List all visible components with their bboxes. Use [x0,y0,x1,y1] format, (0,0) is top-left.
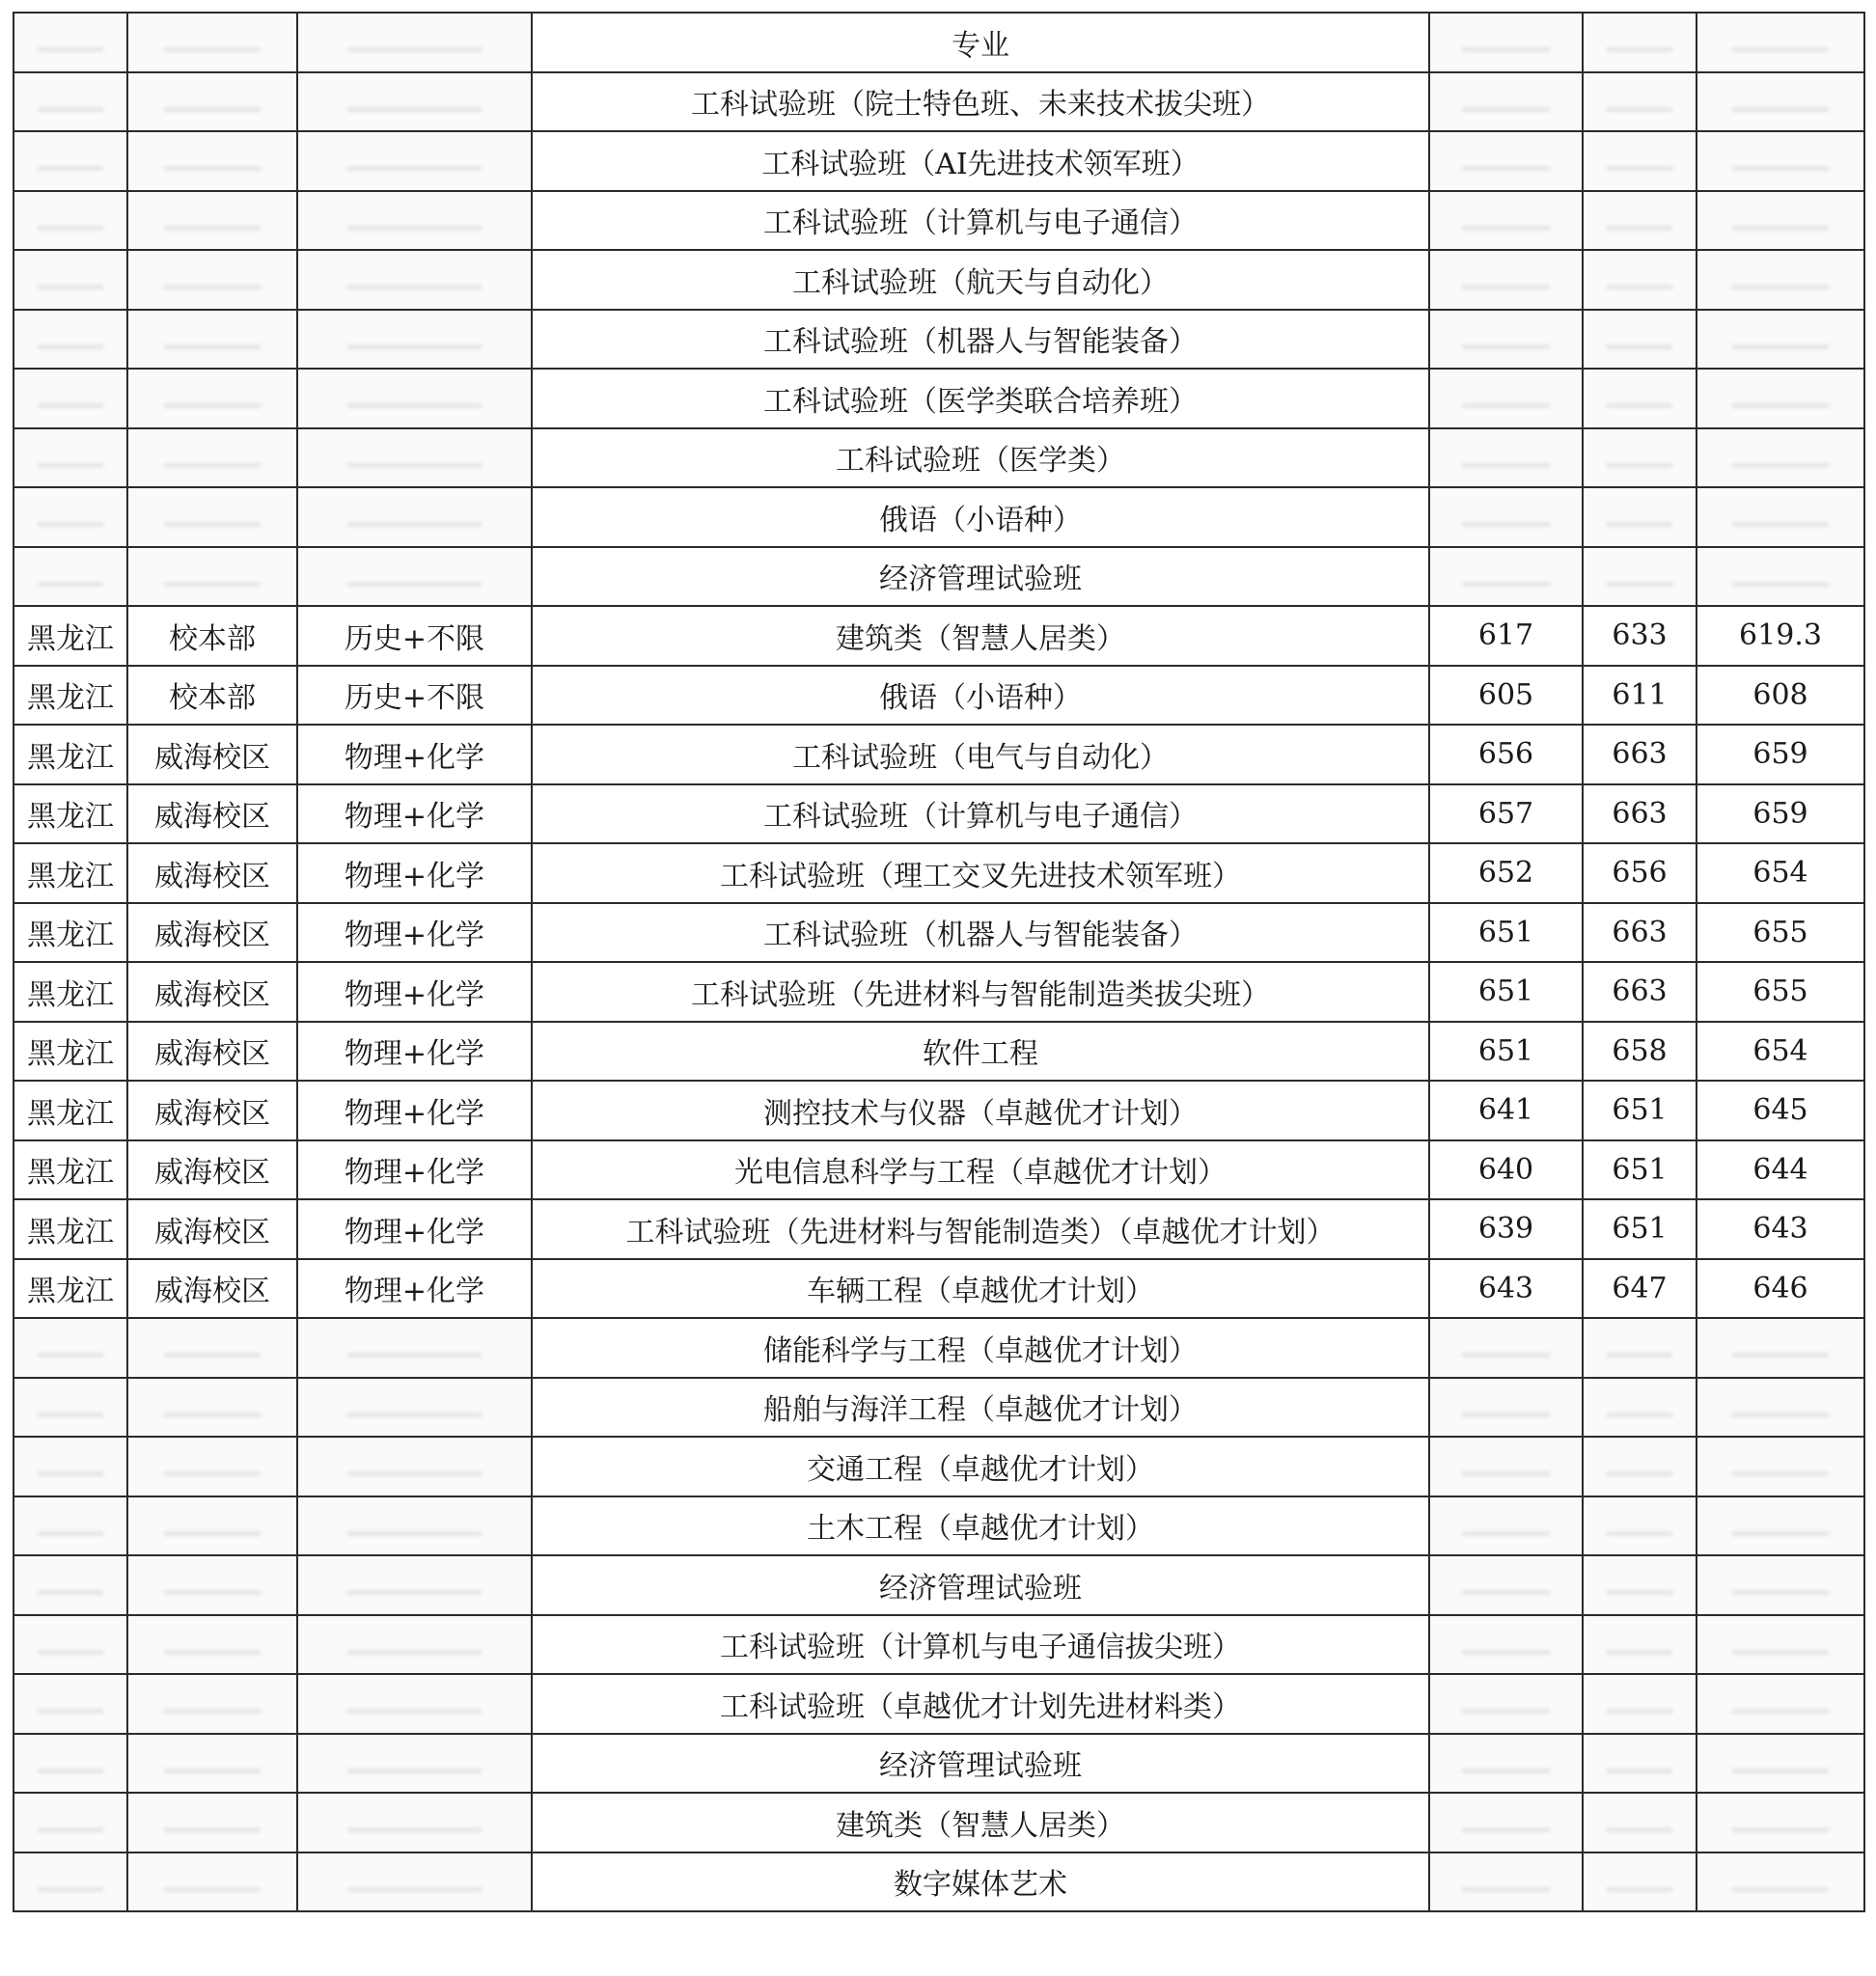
cell-campus: 校本部 [127,666,297,726]
cell-max [1583,1734,1697,1794]
table-row [14,487,1864,547]
cell-campus [127,547,297,607]
cell-major: 测控技术与仪器（卓越优才计划） [532,1081,1429,1140]
cell-min [1429,250,1583,310]
cell-max: 633 [1583,606,1697,666]
cell-subjects: 物理+化学 [297,962,532,1022]
cell-major: 工科试验班（医学类联合培养班） [532,369,1429,428]
cell-province [14,1674,127,1734]
cell-subjects: 物理+化学 [297,784,532,844]
cell-max [1583,310,1697,370]
cell-avg [1697,1793,1864,1852]
cell-province [14,1793,127,1852]
cell-major: 数字媒体艺术 [532,1852,1429,1912]
table-row [14,1259,1864,1319]
table-row [14,843,1864,903]
header-cell-avg [1697,13,1864,72]
cell-avg [1697,487,1864,547]
cell-major: 工科试验班（计算机与电子通信） [532,191,1429,251]
cell-min [1429,131,1583,191]
cell-avg [1697,310,1864,370]
cell-major: 工科试验班（理工交叉先进技术领军班） [532,843,1429,903]
cell-subjects: 历史+不限 [297,606,532,666]
cell-province [14,1378,127,1438]
table-row [14,1496,1864,1556]
cell-min: 651 [1429,962,1583,1022]
cell-max: 663 [1583,903,1697,963]
cell-campus [127,1318,297,1378]
cell-province: 黑龙江 [14,1081,127,1140]
cell-campus [127,1615,297,1675]
cell-avg [1697,547,1864,607]
cell-max [1583,1674,1697,1734]
table-row [14,1793,1864,1852]
cell-campus: 校本部 [127,606,297,666]
cell-avg [1697,1615,1864,1675]
cell-avg [1697,1852,1864,1912]
table-row [14,1555,1864,1615]
cell-min [1429,547,1583,607]
cell-subjects [297,487,532,547]
cell-subjects: 物理+化学 [297,1022,532,1082]
cell-major: 工科试验班（计算机与电子通信） [532,784,1429,844]
cell-province: 黑龙江 [14,962,127,1022]
cell-major: 光电信息科学与工程（卓越优才计划） [532,1140,1429,1200]
table-row [14,1674,1864,1734]
cell-min: 605 [1429,666,1583,726]
cell-min: 640 [1429,1140,1583,1200]
cell-subjects: 物理+化学 [297,843,532,903]
cell-province [14,1496,127,1556]
cell-subjects: 物理+化学 [297,1081,532,1140]
cell-min [1429,1674,1583,1734]
cell-major: 工科试验班（先进材料与智能制造类）（卓越优才计划） [532,1199,1429,1259]
table-row [14,1318,1864,1378]
table-row [14,666,1864,726]
cell-province: 黑龙江 [14,606,127,666]
cell-avg [1697,369,1864,428]
table-row [14,250,1864,310]
cell-province [14,1734,127,1794]
cell-avg: 619.3 [1697,606,1864,666]
cell-subjects [297,1555,532,1615]
cell-campus [127,310,297,370]
header-cell-max [1583,13,1697,72]
table-row [14,547,1864,607]
cell-province [14,487,127,547]
cell-avg: 643 [1697,1199,1864,1259]
cell-subjects: 物理+化学 [297,1199,532,1259]
cell-avg: 645 [1697,1081,1864,1140]
cell-major: 经济管理试验班 [532,1734,1429,1794]
cell-campus [127,1674,297,1734]
cell-major: 工科试验班（电气与自动化） [532,725,1429,784]
cell-major: 工科试验班（卓越优才计划先进材料类） [532,1674,1429,1734]
cell-major: 车辆工程（卓越优才计划） [532,1259,1429,1319]
cell-max [1583,191,1697,251]
cell-subjects: 历史+不限 [297,666,532,726]
cell-max [1583,1378,1697,1438]
cell-max [1583,72,1697,132]
cell-max [1583,1496,1697,1556]
cell-max: 663 [1583,725,1697,784]
table-row [14,903,1864,963]
table-row [14,725,1864,784]
cell-province: 黑龙江 [14,725,127,784]
cell-subjects [297,310,532,370]
cell-campus [127,369,297,428]
cell-max [1583,1852,1697,1912]
cell-province: 黑龙江 [14,1259,127,1319]
cell-max: 663 [1583,784,1697,844]
cell-subjects [297,1496,532,1556]
cell-campus [127,72,297,132]
cell-province [14,250,127,310]
header-cell-major: 专业 [532,13,1429,72]
cell-min: 656 [1429,725,1583,784]
header-cell-campus [127,13,297,72]
cell-province [14,428,127,488]
table-row [14,1378,1864,1438]
cell-subjects [297,250,532,310]
cell-subjects [297,1734,532,1794]
cell-subjects [297,72,532,132]
cell-major: 经济管理试验班 [532,547,1429,607]
cell-avg [1697,131,1864,191]
cell-avg [1697,1674,1864,1734]
cell-subjects [297,369,532,428]
cell-campus [127,1852,297,1912]
cell-max: 658 [1583,1022,1697,1082]
cell-major: 储能科学与工程（卓越优才计划） [532,1318,1429,1378]
header-cell-min [1429,13,1583,72]
cell-campus [127,250,297,310]
cell-campus: 威海校区 [127,725,297,784]
cell-max [1583,1615,1697,1675]
cell-province: 黑龙江 [14,843,127,903]
cell-min [1429,1555,1583,1615]
cell-subjects [297,1793,532,1852]
cell-min [1429,72,1583,132]
cell-min [1429,1852,1583,1912]
table-row [14,1199,1864,1259]
cell-subjects [297,1615,532,1675]
cell-province: 黑龙江 [14,1022,127,1082]
cell-subjects [297,1437,532,1496]
cell-subjects [297,1674,532,1734]
cell-campus [127,428,297,488]
table-body [14,13,1864,1911]
table-row [14,369,1864,428]
cell-province [14,191,127,251]
table-row [14,606,1864,666]
cell-province [14,1318,127,1378]
cell-subjects: 物理+化学 [297,1140,532,1200]
cell-major: 建筑类（智慧人居类） [532,1793,1429,1852]
cell-major: 工科试验班（计算机与电子通信拔尖班） [532,1615,1429,1675]
cell-min [1429,1496,1583,1556]
cell-province [14,1852,127,1912]
cell-max: 651 [1583,1081,1697,1140]
cell-min [1429,428,1583,488]
cell-campus: 威海校区 [127,903,297,963]
cell-major: 俄语（小语种） [532,666,1429,726]
cell-avg: 655 [1697,903,1864,963]
cell-province [14,72,127,132]
cell-max: 656 [1583,843,1697,903]
cell-min [1429,191,1583,251]
table-row [14,1852,1864,1912]
cell-campus: 威海校区 [127,1259,297,1319]
cell-min [1429,1734,1583,1794]
cell-max [1583,1437,1697,1496]
cell-campus [127,191,297,251]
cell-major: 土木工程（卓越优才计划） [532,1496,1429,1556]
cell-min: 641 [1429,1081,1583,1140]
admission-score-table [13,12,1865,1912]
cell-avg: 655 [1697,962,1864,1022]
cell-major: 软件工程 [532,1022,1429,1082]
header-cell-subjects [297,13,532,72]
cell-subjects [297,547,532,607]
cell-campus: 威海校区 [127,843,297,903]
cell-max: 651 [1583,1199,1697,1259]
cell-avg [1697,1318,1864,1378]
cell-province [14,131,127,191]
cell-province [14,547,127,607]
cell-province: 黑龙江 [14,1140,127,1200]
cell-major: 工科试验班（机器人与智能装备） [532,310,1429,370]
cell-campus [127,1437,297,1496]
cell-avg [1697,72,1864,132]
cell-province [14,369,127,428]
cell-min [1429,1793,1583,1852]
cell-major: 交通工程（卓越优才计划） [532,1437,1429,1496]
cell-major: 工科试验班（AI先进技术领军班） [532,131,1429,191]
cell-min: 617 [1429,606,1583,666]
cell-avg [1697,1555,1864,1615]
cell-subjects [297,1852,532,1912]
cell-subjects [297,428,532,488]
cell-subjects: 物理+化学 [297,1259,532,1319]
cell-campus [127,1378,297,1438]
cell-province [14,1555,127,1615]
cell-campus [127,1496,297,1556]
cell-avg: 659 [1697,725,1864,784]
cell-campus [127,1793,297,1852]
cell-major: 经济管理试验班 [532,1555,1429,1615]
cell-min [1429,1615,1583,1675]
cell-min: 651 [1429,903,1583,963]
table-row [14,310,1864,370]
header-cell-province [14,13,127,72]
cell-major: 建筑类（智慧人居类） [532,606,1429,666]
cell-avg: 654 [1697,1022,1864,1082]
cell-subjects [297,131,532,191]
cell-major: 俄语（小语种） [532,487,1429,547]
cell-province [14,310,127,370]
cell-campus: 威海校区 [127,1199,297,1259]
cell-campus: 威海校区 [127,962,297,1022]
cell-avg [1697,1734,1864,1794]
cell-max [1583,428,1697,488]
cell-max [1583,369,1697,428]
cell-campus: 威海校区 [127,1081,297,1140]
cell-max: 611 [1583,666,1697,726]
table-row [14,784,1864,844]
cell-campus [127,1555,297,1615]
cell-min: 639 [1429,1199,1583,1259]
cell-max [1583,250,1697,310]
cell-avg [1697,1378,1864,1438]
cell-avg [1697,250,1864,310]
cell-province [14,1437,127,1496]
table-row [14,191,1864,251]
cell-min [1429,369,1583,428]
cell-subjects [297,1378,532,1438]
cell-province [14,1615,127,1675]
cell-subjects [297,191,532,251]
header-row [14,13,1864,72]
table-row [14,428,1864,488]
cell-major: 船舶与海洋工程（卓越优才计划） [532,1378,1429,1438]
cell-subjects: 物理+化学 [297,903,532,963]
cell-max [1583,131,1697,191]
cell-avg: 644 [1697,1140,1864,1200]
cell-avg: 646 [1697,1259,1864,1319]
cell-min [1429,310,1583,370]
cell-campus: 威海校区 [127,1140,297,1200]
cell-min: 657 [1429,784,1583,844]
cell-max: 647 [1583,1259,1697,1319]
table-row [14,962,1864,1022]
cell-campus [127,487,297,547]
cell-province: 黑龙江 [14,784,127,844]
cell-subjects: 物理+化学 [297,725,532,784]
cell-avg: 608 [1697,666,1864,726]
cell-max [1583,547,1697,607]
cell-min: 652 [1429,843,1583,903]
cell-major: 工科试验班（航天与自动化） [532,250,1429,310]
cell-avg [1697,1437,1864,1496]
cell-major: 工科试验班（医学类） [532,428,1429,488]
cell-max: 663 [1583,962,1697,1022]
cell-province: 黑龙江 [14,666,127,726]
cell-province: 黑龙江 [14,903,127,963]
cell-campus: 威海校区 [127,1022,297,1082]
table-row [14,1437,1864,1496]
cell-min: 643 [1429,1259,1583,1319]
cell-max [1583,487,1697,547]
cell-min [1429,1437,1583,1496]
cell-major: 工科试验班（先进材料与智能制造类拔尖班） [532,962,1429,1022]
cell-campus: 威海校区 [127,784,297,844]
cell-avg [1697,428,1864,488]
cell-subjects [297,1318,532,1378]
cell-province: 黑龙江 [14,1199,127,1259]
cell-avg [1697,1496,1864,1556]
cell-avg [1697,191,1864,251]
cell-major: 工科试验班（机器人与智能装备） [532,903,1429,963]
cell-campus [127,131,297,191]
cell-avg: 659 [1697,784,1864,844]
cell-max: 651 [1583,1140,1697,1200]
table-row [14,72,1864,132]
cell-min [1429,1318,1583,1378]
cell-major: 工科试验班（院士特色班、未来技术拔尖班） [532,72,1429,132]
cell-min: 651 [1429,1022,1583,1082]
cell-max [1583,1318,1697,1378]
table-row [14,1081,1864,1140]
table-row [14,131,1864,191]
table-row [14,1615,1864,1675]
table-row [14,1022,1864,1082]
cell-min [1429,487,1583,547]
table-row [14,1140,1864,1200]
cell-max [1583,1555,1697,1615]
table-row [14,1734,1864,1794]
cell-min [1429,1378,1583,1438]
cell-campus [127,1734,297,1794]
cell-max [1583,1793,1697,1852]
cell-avg: 654 [1697,843,1864,903]
